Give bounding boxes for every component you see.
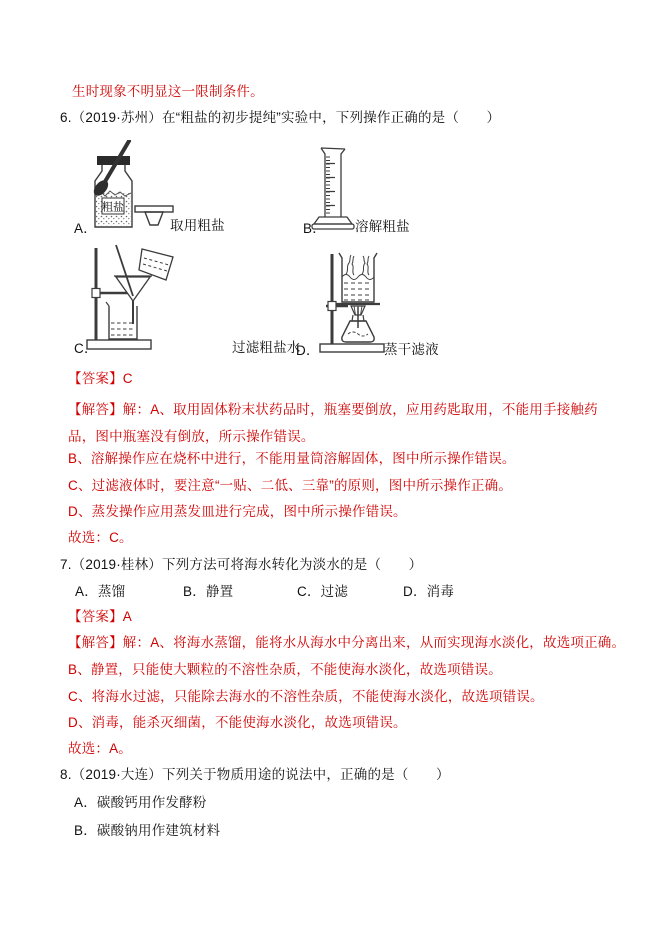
q6-explanation-line: B、溶解操作应在烧杯中进行，不能用量筒溶解固体，图中所示操作错误。 xyxy=(68,451,516,466)
q7-option-b: B．静置 xyxy=(183,584,234,599)
q6-explanation-line: 【解答】解：A、取用固体粉末状药品时，瓶塞要倒放，应用药匙取用，不能用手接触药品，图中瓶塞没有倒放，所示操作错误。 xyxy=(68,402,598,444)
stopper-body xyxy=(145,212,163,225)
q6-option-c-key: C． xyxy=(74,341,98,356)
q7-explanation-line: D、消毒，能杀灭细菌，不能使海水淡化，故选项错误。 xyxy=(68,715,407,730)
q6-option-b-key: B． xyxy=(303,221,326,236)
stand-base xyxy=(320,344,384,352)
diagram-a-reagent-bottle xyxy=(85,140,180,232)
q6-answer-line: 【答案】C xyxy=(68,371,133,386)
q6-option-a-key: A． xyxy=(74,221,97,236)
bottle-label: 粗盐 xyxy=(102,201,124,214)
q6-option-d-caption: 蒸干滤液 xyxy=(384,342,439,357)
stopper-top xyxy=(135,206,173,212)
q6-conclusion-line: 故选：C。 xyxy=(68,530,133,545)
q7-stem: 7.（2019·桂林）下列方法可将海水转化为淡水的是（ ） xyxy=(60,557,423,572)
diagram-d-evaporation-setup xyxy=(318,250,388,353)
q6-explanation-line: C、过滤液体时，要注意“一贴、二低、三靠”的原则，图中所示操作正确。 xyxy=(68,478,513,493)
q6-stem: 6.（2019·苏州）在“粗盐的初步提纯”实验中，下列操作正确的是（ ） xyxy=(60,110,501,125)
q7-explanation-line: B、静置，只能使大颗粒的不溶性杂质，不能使海水淡化，故选项错误。 xyxy=(68,662,502,677)
diagram-c-filtration-setup xyxy=(85,244,181,352)
q7-explanation-line: C、将海水过滤，只能除去海水的不溶性杂质，不能使海水淡化，故选项错误。 xyxy=(68,689,544,704)
q6-option-a-caption: 取用粗盐 xyxy=(170,218,225,233)
q8-option-a: A．碳酸钙用作发酵粉 xyxy=(74,795,207,810)
intro-line: 生时现象不明显这一限制条件。 xyxy=(72,84,264,99)
q8-option-b: B．碳酸钠用作建筑材料 xyxy=(74,823,221,838)
q7-option-d: D．消毒 xyxy=(403,584,455,599)
q6-option-c-caption: 过滤粗盐水 xyxy=(232,340,301,355)
q6-explanation-line: D、蒸发操作应用蒸发皿进行完成，图中所示操作错误。 xyxy=(68,504,407,519)
q6-option-b-caption: 溶解粗盐 xyxy=(355,219,410,234)
vapor xyxy=(346,255,351,274)
q7-conclusion-line: 故选：A。 xyxy=(68,741,133,756)
q8-stem: 8.（2019·大连）下列关于物质用途的说法中，正确的是（ ） xyxy=(60,767,450,782)
q7-option-c: C．过滤 xyxy=(297,584,349,599)
q6-option-d-key: D． xyxy=(296,343,320,358)
funnel xyxy=(116,277,150,301)
q7-explanation-line: 【解答】解：A、将海水蒸馏，能将水从海水中分离出来，从而实现海水淡化，故选项正确。 xyxy=(68,635,626,650)
q7-option-a: A．蒸馏 xyxy=(75,584,126,599)
q7-answer-line: 【答案】A xyxy=(68,609,133,624)
